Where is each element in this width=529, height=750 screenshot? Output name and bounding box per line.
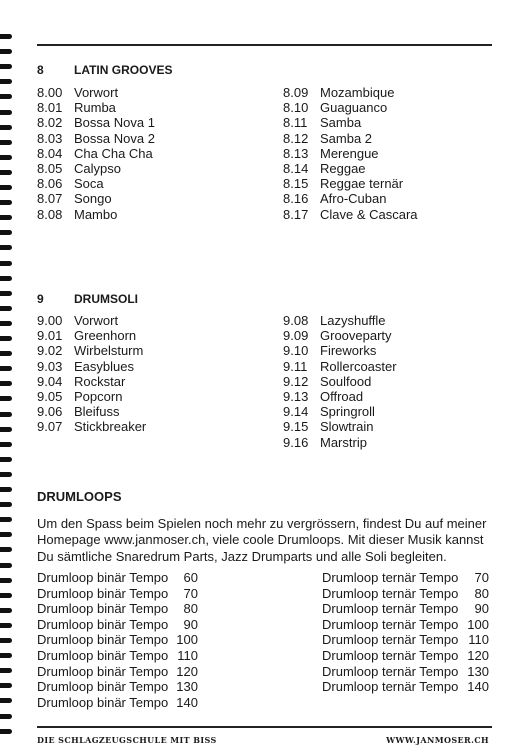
- drumloops-text: Um den Spass beim Spielen noch mehr zu vergrössern, findest Du auf meiner Homepage www.janmoser.ch, viele coole Drumloops. Mit dieser Musik kannst Du sämtliche Snaredrum Parts, Jazz Drumparts und alle Soli begleiten.: [37, 516, 487, 564]
- drumloop-tempo: 140: [467, 679, 489, 695]
- drumloop-entry: [322, 632, 489, 648]
- toc-entry-title: Rockstar: [74, 373, 126, 389]
- toc-entry-number: 9.05: [37, 389, 63, 405]
- toc-entry: [283, 359, 397, 374]
- toc-entry-title: Popcorn: [74, 389, 123, 405]
- drumloop-label: Drumloop binär Tempo: [37, 647, 169, 663]
- toc-entry: [37, 146, 155, 161]
- binding-ring: [0, 442, 12, 447]
- toc-entry-number: 8.10: [283, 100, 309, 116]
- section-9-right-list: [283, 313, 397, 450]
- drumloop-tempo: 140: [176, 694, 198, 710]
- toc-entry: [283, 85, 418, 100]
- spiral-binding: [0, 0, 14, 750]
- binding-ring: [0, 245, 12, 250]
- toc-entry-number: 9.13: [283, 389, 309, 405]
- toc-entry-number: 8.02: [37, 115, 63, 131]
- binding-ring: [0, 230, 12, 235]
- toc-entry-title: Reggae: [320, 161, 366, 177]
- drumloop-label: Drumloop ternär Tempo: [322, 632, 459, 648]
- toc-entry-number: 8.11: [283, 115, 308, 131]
- toc-entry: [283, 343, 397, 358]
- toc-entry-number: 9.06: [37, 404, 63, 420]
- toc-entry-number: 9.12: [283, 373, 309, 389]
- binding-ring: [0, 381, 12, 386]
- toc-entry-title: Vorwort: [74, 313, 119, 328]
- toc-entry: [37, 207, 155, 222]
- binding-ring: [0, 578, 12, 583]
- toc-entry: [37, 359, 146, 374]
- binding-ring: [0, 79, 12, 84]
- toc-entry-number: 8.09: [283, 85, 309, 100]
- drumloop-entry: [322, 601, 489, 617]
- section-8-right-list: [283, 85, 418, 222]
- toc-entry-number: 9.10: [283, 343, 309, 359]
- toc-entry: [37, 343, 146, 358]
- toc-entry-number: 8.17: [283, 206, 309, 222]
- binding-ring: [0, 94, 12, 99]
- drumloop-label: Drumloop ternär Tempo: [322, 585, 459, 601]
- drumloop-tempo: 100: [176, 632, 198, 648]
- binding-ring: [0, 487, 12, 492]
- toc-entry-title: Reggae ternär: [320, 176, 404, 192]
- toc-entry: [37, 419, 146, 434]
- toc-entry-title: Wirbelsturm: [74, 343, 144, 359]
- toc-entry-number: 9.07: [37, 419, 63, 435]
- toc-entry: [283, 131, 418, 146]
- toc-entry-number: 9.16: [283, 434, 309, 450]
- toc-entry-title: Mozambique: [320, 85, 395, 100]
- binding-ring: [0, 321, 12, 326]
- drumloop-label: Drumloop ternär Tempo: [322, 679, 459, 695]
- binding-ring: [0, 472, 12, 477]
- binding-ring: [0, 64, 12, 69]
- binding-ring: [0, 110, 12, 115]
- toc-entry: [37, 115, 155, 130]
- binding-ring: [0, 547, 12, 552]
- drumloop-entry: [322, 617, 489, 633]
- toc-entry-number: 8.08: [37, 206, 63, 222]
- drumloop-tempo: 130: [176, 679, 198, 695]
- toc-entry-number: 8.14: [283, 161, 309, 177]
- toc-entry-title: Bossa Nova 2: [74, 130, 155, 146]
- binding-ring: [0, 563, 12, 568]
- toc-entry: [283, 404, 397, 419]
- drumloop-tempo: 80: [474, 585, 489, 601]
- toc-entry: [283, 435, 397, 450]
- toc-entry: [283, 161, 418, 176]
- toc-entry-number: 9.08: [283, 313, 309, 328]
- binding-ring: [0, 608, 12, 613]
- toc-entry-title: Slowtrain: [320, 419, 374, 435]
- toc-entry-title: Songo: [74, 191, 112, 207]
- drumloop-label: Drumloop ternär Tempo: [322, 601, 459, 617]
- toc-entry-title: Samba 2: [320, 130, 373, 146]
- drumloop-entry: [322, 648, 489, 664]
- toc-entry: [283, 115, 418, 130]
- binding-ring: [0, 396, 12, 401]
- binary-loops-list: [37, 570, 198, 710]
- drumloop-entry: [322, 586, 489, 602]
- binding-ring: [0, 683, 12, 688]
- binding-ring: [0, 593, 12, 598]
- footer-url: WWW.JANMOSER.CH: [386, 735, 489, 745]
- section-9-number: 9: [37, 292, 44, 306]
- toc-entry-number: 8.12: [283, 130, 309, 146]
- toc-entry: [283, 146, 418, 161]
- binding-ring: [0, 140, 12, 145]
- toc-entry: [283, 207, 418, 222]
- toc-entry-number: 8.01: [37, 100, 63, 116]
- toc-entry-number: 9.09: [283, 328, 309, 344]
- binding-ring: [0, 276, 12, 281]
- binding-ring: [0, 653, 12, 658]
- toc-entry: [37, 131, 155, 146]
- drumloop-label: Drumloop binär Tempo: [37, 663, 169, 679]
- toc-entry-number: 9.04: [37, 373, 63, 389]
- toc-entry: [283, 374, 397, 389]
- toc-entry-title: Easyblues: [74, 358, 134, 374]
- section-9-title: DRUMSOLI: [74, 292, 138, 306]
- binding-ring: [0, 623, 12, 628]
- drumloop-label: Drumloop binär Tempo: [37, 616, 169, 632]
- drumloop-tempo: 120: [467, 647, 489, 663]
- section-8-title: LATIN GROOVES: [74, 63, 173, 77]
- drumloop-tempo: 70: [183, 585, 198, 601]
- drumloop-entry: [37, 617, 198, 633]
- binding-ring: [0, 517, 12, 522]
- drumloop-tempo: 90: [474, 601, 489, 617]
- toc-entry-number: 8.15: [283, 176, 309, 192]
- toc-entry-number: 8.07: [37, 191, 63, 207]
- binding-ring: [0, 185, 12, 190]
- binding-ring: [0, 34, 12, 39]
- toc-entry: [37, 161, 155, 176]
- toc-entry: [37, 176, 155, 191]
- toc-entry-title: Grooveparty: [320, 328, 392, 344]
- drumloop-entry: [37, 570, 198, 586]
- binding-ring: [0, 170, 12, 175]
- toc-entry: [37, 404, 146, 419]
- toc-entry: [283, 389, 397, 404]
- toc-entry-title: Vorwort: [74, 85, 119, 100]
- toc-entry-title: Rollercoaster: [320, 358, 397, 374]
- toc-entry-title: Springroll: [320, 404, 375, 420]
- drumloop-entry: [37, 632, 198, 648]
- toc-entry-title: Afro-Cuban: [320, 191, 387, 207]
- bottom-rule: [37, 726, 492, 728]
- drumloop-tempo: 60: [183, 570, 198, 585]
- drumloop-tempo: 110: [177, 647, 198, 663]
- binding-ring: [0, 532, 12, 537]
- binding-ring: [0, 336, 12, 341]
- drumloop-tempo: 80: [183, 601, 198, 617]
- toc-entry: [37, 374, 146, 389]
- binding-ring: [0, 427, 12, 432]
- toc-entry-number: 8.16: [283, 191, 309, 207]
- drumloop-entry: [322, 664, 489, 680]
- drumloop-label: Drumloop binär Tempo: [37, 632, 169, 648]
- drumloop-tempo: 120: [176, 663, 198, 679]
- binding-ring: [0, 306, 12, 311]
- toc-entry-title: Bossa Nova 1: [74, 115, 155, 131]
- toc-entry-title: Fireworks: [320, 343, 377, 359]
- toc-entry-title: Clave & Cascara: [320, 206, 418, 222]
- toc-entry: [37, 389, 146, 404]
- toc-entry-number: 9.15: [283, 419, 309, 435]
- binding-ring: [0, 457, 12, 462]
- toc-entry-title: Calypso: [74, 161, 121, 177]
- drumloop-tempo: 100: [467, 616, 489, 632]
- toc-entry-title: Offroad: [320, 389, 364, 405]
- drumloop-tempo: 110: [468, 632, 489, 648]
- toc-entry-number: 8.03: [37, 130, 63, 146]
- drumloop-tempo: 90: [183, 616, 198, 632]
- drumloop-entry: [37, 601, 198, 617]
- toc-entry: [283, 100, 418, 115]
- toc-entry: [283, 176, 418, 191]
- toc-entry: [283, 191, 418, 206]
- ternary-loops-list: [322, 570, 489, 695]
- toc-entry-title: Stickbreaker: [74, 419, 147, 435]
- binding-ring: [0, 729, 12, 734]
- drumloop-label: Drumloop ternär Tempo: [322, 663, 459, 679]
- drumloop-tempo: 130: [467, 663, 489, 679]
- toc-entry-title: Marstrip: [320, 434, 367, 450]
- drumloop-label: Drumloop binär Tempo: [37, 679, 169, 695]
- binding-ring: [0, 412, 12, 417]
- binding-ring: [0, 366, 12, 371]
- binding-ring: [0, 638, 12, 643]
- binding-ring: [0, 155, 12, 160]
- toc-entry-number: 9.02: [37, 343, 63, 359]
- binding-ring: [0, 49, 12, 54]
- toc-entry-title: Greenhorn: [74, 328, 137, 344]
- toc-entry-number: 8.05: [37, 161, 63, 177]
- binding-ring: [0, 502, 12, 507]
- drumloop-label: Drumloop binär Tempo: [37, 570, 169, 585]
- drumloop-entry: [322, 679, 489, 695]
- toc-entry: [37, 100, 155, 115]
- section-8-left-list: [37, 85, 155, 222]
- toc-entry-number: 8.13: [283, 145, 309, 161]
- toc-entry-title: Lazyshuffle: [320, 313, 386, 328]
- toc-entry-number: 9.00: [37, 313, 63, 328]
- drumloop-entry: [37, 679, 198, 695]
- binding-ring: [0, 215, 12, 220]
- drumloop-label: Drumloop ternär Tempo: [322, 570, 459, 585]
- toc-entry: [283, 419, 397, 434]
- footer-left-text: DIE SCHLAGZEUGSCHULE MIT BISS: [37, 735, 217, 745]
- drumloop-label: Drumloop binär Tempo: [37, 601, 169, 617]
- toc-entry-title: Rumba: [74, 100, 116, 116]
- toc-entry: [37, 328, 146, 343]
- drumloops-title: DRUMLOOPS: [37, 489, 122, 504]
- toc-entry-title: Soulfood: [320, 373, 372, 389]
- binding-ring: [0, 351, 12, 356]
- toc-entry-number: 9.03: [37, 358, 63, 374]
- drumloop-tempo: 70: [474, 570, 489, 585]
- toc-entry-title: Cha Cha Cha: [74, 145, 153, 161]
- toc-entry: [37, 313, 146, 328]
- toc-entry-number: 8.04: [37, 145, 63, 161]
- toc-entry-title: Merengue: [320, 145, 379, 161]
- toc-entry: [283, 328, 397, 343]
- toc-entry-title: Bleifuss: [74, 404, 120, 420]
- toc-entry-number: 9.01: [37, 328, 63, 344]
- toc-entry-title: Mambo: [74, 206, 118, 222]
- binding-ring: [0, 714, 12, 719]
- drumloop-entry: [37, 664, 198, 680]
- drumloop-entry: [37, 586, 198, 602]
- binding-ring: [0, 125, 12, 130]
- toc-entry-number: 8.06: [37, 176, 63, 192]
- toc-entry-number: 9.14: [283, 404, 309, 420]
- binding-ring: [0, 261, 12, 266]
- binding-ring: [0, 668, 12, 673]
- toc-entry-title: Guaguanco: [320, 100, 388, 116]
- drumloop-label: Drumloop binär Tempo: [37, 694, 169, 710]
- binding-ring: [0, 200, 12, 205]
- drumloop-label: Drumloop ternär Tempo: [322, 647, 459, 663]
- section-9-left-list: [37, 313, 146, 435]
- binding-ring: [0, 291, 12, 296]
- drumloop-entry: [37, 648, 198, 664]
- toc-entry-title: Soca: [74, 176, 104, 192]
- section-8-number: 8: [37, 63, 44, 77]
- toc-entry-title: Samba: [320, 115, 362, 131]
- toc-entry: [37, 85, 155, 100]
- drumloop-label: Drumloop ternär Tempo: [322, 616, 459, 632]
- drumloop-entry: [322, 570, 489, 586]
- drumloop-label: Drumloop binär Tempo: [37, 585, 169, 601]
- toc-entry-number: 8.00: [37, 85, 63, 100]
- binding-ring: [0, 698, 12, 703]
- drumloop-entry: [37, 695, 198, 711]
- toc-entry-number: 9.11: [283, 358, 308, 374]
- toc-entry: [283, 313, 397, 328]
- toc-entry: [37, 191, 155, 206]
- top-rule: [37, 44, 492, 46]
